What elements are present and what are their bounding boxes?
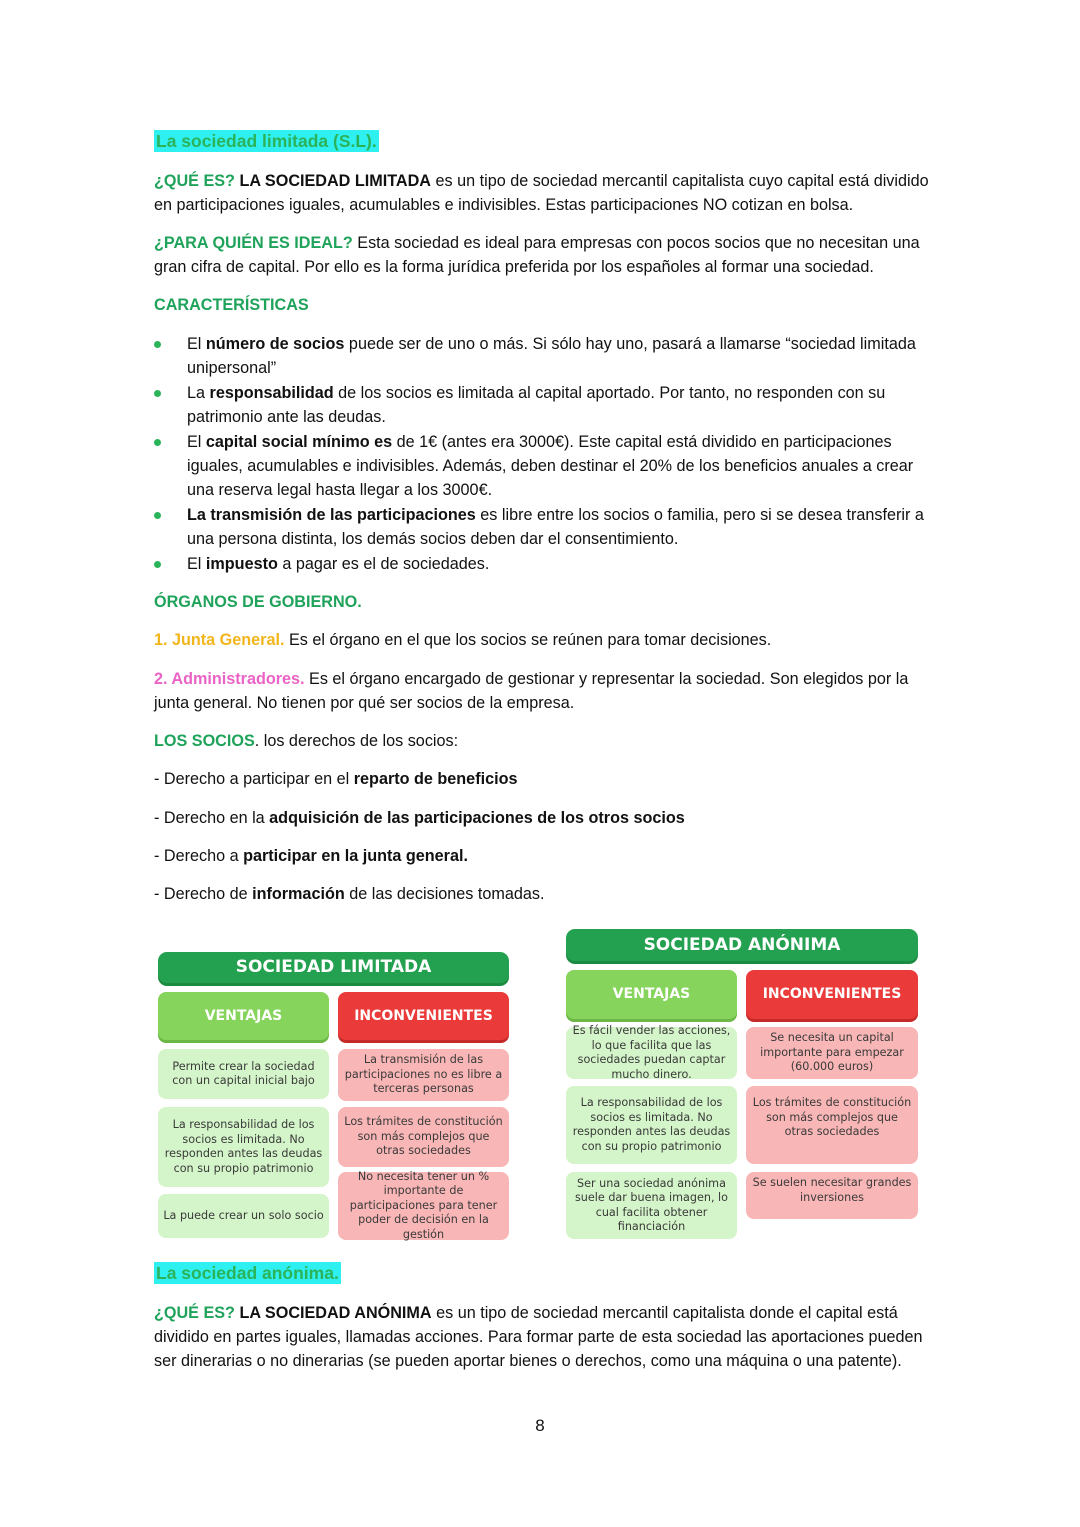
inconveniente-cell: Los trámites de constitución son más complejos que otras sociedades xyxy=(338,1107,509,1167)
list-item: El número de socios puede ser de uno o más. Si sólo hay uno, pasará a llamarse “sociedad limitada unipersonal” xyxy=(154,332,934,380)
list-item: El capital social mínimo es de 1€ (antes era 3000€). Este capital está dividido en participaciones iguales, acumulables e indivisibles. Además, deben destinar el 20% de los beneficios anuales a crear una reserva legal hasta llegar a los 3000€. xyxy=(154,430,934,502)
sl-title: La sociedad limitada (S.L). xyxy=(156,131,377,151)
list-item: El impuesto a pagar es el de sociedades. xyxy=(154,552,934,576)
administradores-paragraph: 2. Administradores. Es el órgano encargado de gestionar y representar la sociedad. Son elegidos por la junta general. No tienen por qué ser socios de la empresa. xyxy=(154,670,909,712)
ventaja-cell: Es fácil vender las acciones, lo que facilita que las sociedades puedan captar mucho dinero. xyxy=(566,1027,737,1079)
list-item: La transmisión de las participaciones es libre entre los socios o familia, pero si se desea transferir a una persona distinta, los demás socios deben dar el consentimiento. xyxy=(154,503,934,551)
table-title: SOCIEDAD LIMITADA xyxy=(158,952,509,983)
inconveniente-cell: Se necesita un capital importante para empezar (60.000 euros) xyxy=(746,1027,918,1079)
page-number: 8 xyxy=(535,1416,545,1435)
inconveniente-cell: Los trámites de constitución son más complejos que otras sociedades xyxy=(746,1086,918,1164)
bullet-icon xyxy=(154,390,161,397)
sa-que-es-paragraph: ¿QUÉ ES? LA SOCIEDAD ANÓNIMA es un tipo de sociedad mercantil capitalista donde el capital está dividido en partes iguales, llamadas acciones. Para formar parte de esta sociedad las aportaciones pueden ser dinerarias o no dinerarias (se pueden aportar bienes o derechos, como una máquina o una patente). xyxy=(154,1304,923,1370)
bullet-icon xyxy=(154,341,161,348)
ventaja-cell: La responsabilidad de los socios es limitada. No responden antes las deudas con su propio patrimonio xyxy=(158,1107,329,1187)
sl-caracteristicas-heading: CARACTERÍSTICAS xyxy=(154,296,309,314)
derecho-item: - Derecho a participar en la junta general. xyxy=(154,847,468,865)
ventajas-header: VENTAJAS xyxy=(158,992,329,1040)
bullet-icon xyxy=(154,512,161,519)
inconveniente-cell: Se suelen necesitar grandes inversiones xyxy=(746,1172,918,1219)
ventaja-cell: Ser una sociedad anónima suele dar buena imagen, lo cual facilita obtener financiación xyxy=(566,1172,737,1239)
derecho-item: - Derecho de información de las decisiones tomadas. xyxy=(154,885,545,903)
ventaja-cell: Permite crear la sociedad con un capital inicial bajo xyxy=(158,1049,329,1099)
bullet-icon xyxy=(154,439,161,446)
sl-ideal-paragraph: ¿PARA QUIÉN ES IDEAL? Esta sociedad es ideal para empresas con pocos socios que no necesitan una gran cifra de capital. Por ello es la forma jurídica preferida por los españoles al formar una sociedad. xyxy=(154,234,920,276)
table-title: SOCIEDAD ANÓNIMA xyxy=(566,929,918,961)
sl-que-es-paragraph: ¿QUÉ ES? LA SOCIEDAD LIMITADA es un tipo de sociedad mercantil capitalista cuyo capital está dividido en participaciones iguales, acumulables e indivisibles. Estas participaciones NO cotizan en bolsa. xyxy=(154,172,929,214)
bullet-icon xyxy=(154,561,161,568)
ventajas-header: VENTAJAS xyxy=(566,970,737,1019)
junta-general-paragraph: 1. Junta General. Es el órgano en el que los socios se reúnen para tomar decisiones. xyxy=(154,631,772,649)
inconveniente-cell: La transmisión de las participaciones no es libre a terceras personas xyxy=(338,1049,509,1101)
ventaja-cell: La puede crear un solo socio xyxy=(158,1194,329,1238)
caracteristicas-list xyxy=(154,332,934,577)
sa-title: La sociedad anónima. xyxy=(156,1263,339,1283)
inconveniente-cell: No necesita tener un % importante de participaciones para tener poder de decisión en la gestión xyxy=(338,1172,509,1240)
ventaja-cell: La responsabilidad de los socios es limitada. No responden antes las deudas con su propio patrimonio xyxy=(566,1086,737,1164)
inconvenientes-header: INCONVENIENTES xyxy=(746,970,918,1019)
derecho-item: - Derecho a participar en el reparto de beneficios xyxy=(154,770,518,788)
sociedad-anonima-table xyxy=(566,929,920,1242)
sociedad-limitada-table xyxy=(158,952,510,1242)
derecho-item: - Derecho en la adquisición de las participaciones de los otros socios xyxy=(154,809,685,827)
list-item: La responsabilidad de los socios es limitada al capital aportado. Por tanto, no responden con su patrimonio ante las deudas. xyxy=(154,381,934,429)
organos-heading: ÓRGANOS DE GOBIERNO. xyxy=(154,593,362,611)
socios-paragraph: LOS SOCIOS. los derechos de los socios: xyxy=(154,732,459,750)
inconvenientes-header: INCONVENIENTES xyxy=(338,992,509,1040)
